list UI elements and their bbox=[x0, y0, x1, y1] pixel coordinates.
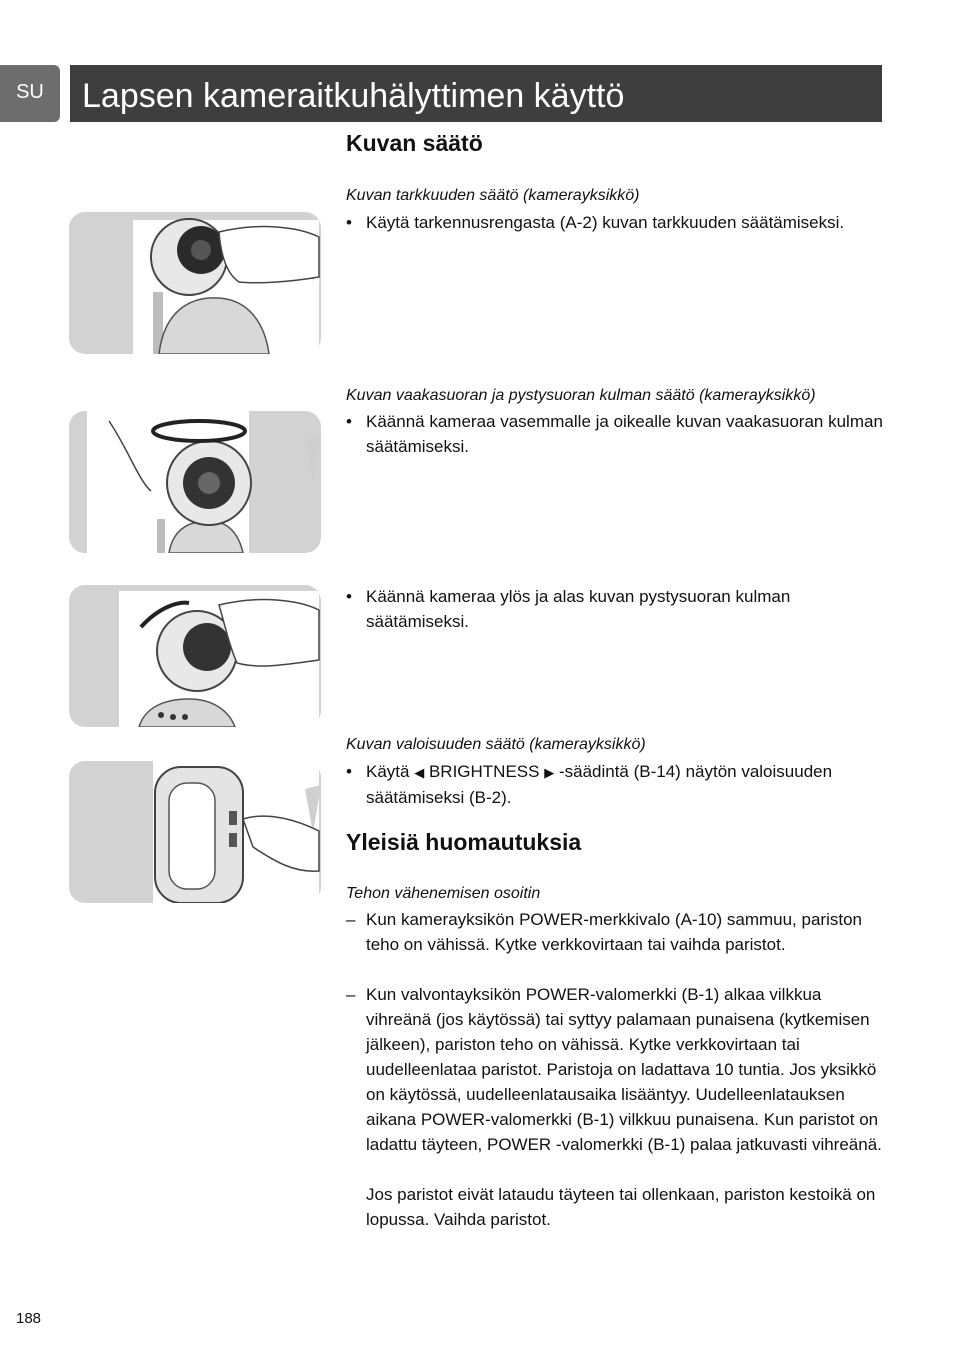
item-text: Käytä tarkennusrengasta (A-2) kuvan tarkkuuden säätämiseksi. bbox=[366, 213, 845, 232]
item-continuation: Jos paristot eivät lataudu täyteen tai ollenkaan, pariston kestoikä on lopussa. Vaihda paristot. bbox=[366, 1185, 876, 1229]
arrow-right-icon: ▶ bbox=[544, 765, 555, 780]
language-tab: SU bbox=[0, 65, 60, 122]
item-text: Käytä ◀ BRIGHTNESS ▶ -säädintä (B-14) näytön valoisuuden säätämiseksi (B-2). bbox=[366, 762, 833, 807]
bullet-marker: • bbox=[346, 587, 352, 606]
list-item bbox=[346, 759, 886, 810]
page-number: 188 bbox=[16, 1310, 42, 1327]
list-item bbox=[346, 409, 886, 459]
vertical-tilt-illustration bbox=[69, 585, 321, 727]
page-title: Lapsen kameraitkuhälyttimen käyttö bbox=[70, 65, 882, 122]
horizontal-rotate-illustration bbox=[69, 411, 321, 553]
item-text: Käännä kameraa vasemmalle ja oikealle kuvan vaakasuoran kulman säätämiseksi. bbox=[366, 412, 883, 456]
dash-marker: – bbox=[346, 910, 356, 929]
bullet-marker: • bbox=[346, 213, 352, 232]
list-item bbox=[346, 584, 886, 634]
focus-ring-illustration bbox=[69, 212, 321, 354]
section-heading-image-adjust: Kuvan säätö bbox=[346, 130, 483, 156]
arrow-left-icon: ◀ bbox=[414, 765, 425, 780]
subheading-focus: Kuvan tarkkuuden säätö (kamerayksikkö) bbox=[346, 187, 640, 204]
bullet-marker: • bbox=[346, 412, 352, 431]
subheading-angle: Kuvan vaakasuoran ja pystysuoran kulman säätö (kamerayksikkö) bbox=[346, 387, 816, 404]
dash-marker: – bbox=[346, 985, 356, 1004]
item-text: Käännä kameraa ylös ja alas kuvan pystysuoran kulman säätämiseksi. bbox=[366, 587, 791, 631]
subheading-power: Tehon vähenemisen osoitin bbox=[346, 885, 541, 902]
subheading-brightness: Kuvan valoisuuden säätö (kamerayksikkö) bbox=[346, 736, 646, 753]
section-heading-general-notes: Yleisiä huomautuksia bbox=[346, 829, 582, 855]
item-text: Kun kamerayksikön POWER-merkkivalo (A-10) sammuu, pariston teho on vähissä. Kytke verkkovirtaan tai vaihda paristot. bbox=[366, 910, 862, 954]
item-text: Kun valvontayksikön POWER-valomerkki (B-1) alkaa vilkkua vihreänä (jos käytössä) tai syttyy palamaan punaisena (kytkemisen jälkeen), pariston teho on vähissä. Kytke verkkovirtaan tai uudelleenlataa paristot. Paristoja on ladattava 10 tuntia. Jos yksikkö on käytössä, uudelleenlatausaika lisääntyy. Uudelleenlatauksen aikana POWER-valomerkki (B-1) vilkkuu punaisena. Kun paristot on ladattu täyteen, POWER -valomerkki (B-1) palaa jatkuvasti vihreänä. bbox=[366, 985, 882, 1154]
list-item bbox=[346, 982, 886, 1157]
list-item bbox=[346, 210, 886, 235]
bullet-marker: • bbox=[346, 762, 352, 781]
list-item bbox=[346, 907, 886, 957]
monitor-brightness-illustration bbox=[69, 761, 321, 903]
